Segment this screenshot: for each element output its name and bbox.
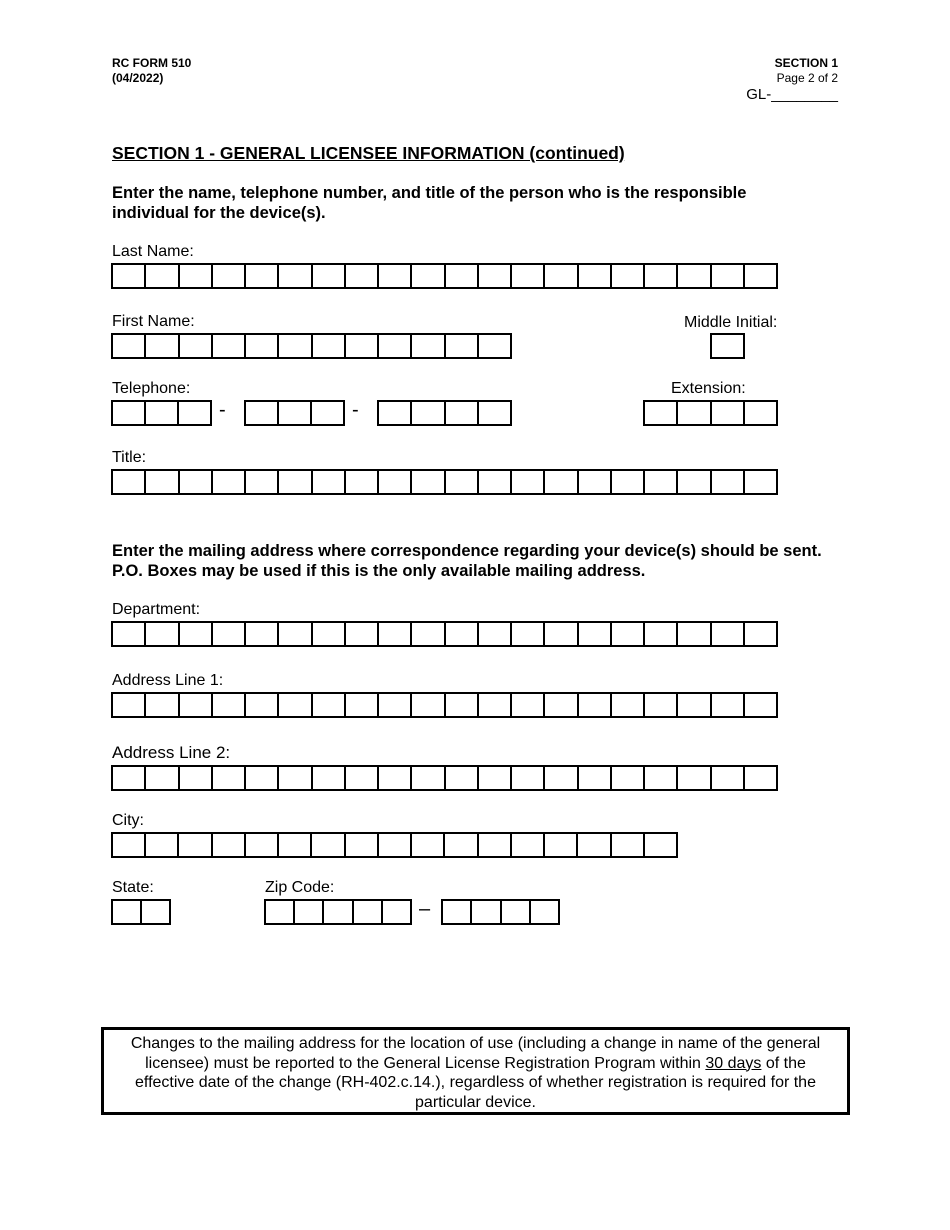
- department-input[interactable]: [111, 621, 778, 647]
- state-input[interactable]: [111, 899, 171, 925]
- character-box[interactable]: [379, 265, 412, 287]
- character-box[interactable]: [146, 335, 179, 357]
- character-box[interactable]: [512, 834, 545, 856]
- state-label: State:: [112, 879, 154, 896]
- character-box[interactable]: [446, 623, 479, 645]
- character-box[interactable]: [678, 402, 711, 424]
- character-box[interactable]: [279, 265, 312, 287]
- character-box[interactable]: [346, 694, 379, 716]
- character-box[interactable]: [579, 265, 612, 287]
- middle-initial-label: Middle Initial:: [684, 314, 778, 331]
- title-label: Title:: [112, 449, 147, 466]
- character-box[interactable]: [712, 623, 745, 645]
- character-box[interactable]: [213, 265, 246, 287]
- character-box[interactable]: [412, 767, 445, 789]
- character-box[interactable]: [645, 471, 678, 493]
- form-date: (04/2022): [112, 71, 164, 85]
- character-box[interactable]: [579, 623, 612, 645]
- character-box[interactable]: [113, 694, 146, 716]
- character-box[interactable]: [445, 834, 478, 856]
- form-id: RC FORM 510: [112, 56, 192, 70]
- zip-separator: –: [419, 898, 431, 920]
- character-box[interactable]: [479, 335, 510, 357]
- notice-text-part1: Changes to the mailing address for the location of use (including a change in name of the general licensee) must be reported to the General License Registration Program within: [130, 1035, 821, 1072]
- character-box[interactable]: [479, 402, 510, 424]
- character-box[interactable]: [612, 471, 645, 493]
- mailing-instructions: Enter the mailing address where correspondence regarding your device(s) should be sent. P.O. Boxes may be used if this is the only available mailing address.: [112, 542, 822, 580]
- character-box[interactable]: [612, 623, 645, 645]
- character-box[interactable]: [645, 694, 678, 716]
- character-box[interactable]: [512, 471, 545, 493]
- character-box[interactable]: [246, 471, 279, 493]
- address-line-2-label: Address Line 2:: [112, 743, 231, 762]
- character-box[interactable]: [246, 402, 279, 424]
- character-box[interactable]: [678, 471, 711, 493]
- character-box[interactable]: [346, 623, 379, 645]
- character-box[interactable]: [295, 901, 324, 923]
- character-box[interactable]: [545, 767, 578, 789]
- character-box[interactable]: [512, 694, 545, 716]
- character-box[interactable]: [479, 265, 512, 287]
- character-box[interactable]: [146, 767, 179, 789]
- character-box[interactable]: [113, 901, 142, 923]
- character-box[interactable]: [246, 265, 279, 287]
- character-box[interactable]: [313, 471, 346, 493]
- character-box[interactable]: [446, 694, 479, 716]
- character-box[interactable]: [113, 471, 146, 493]
- extension-input[interactable]: [643, 400, 778, 426]
- character-box[interactable]: [472, 901, 501, 923]
- character-box[interactable]: [645, 767, 678, 789]
- character-box[interactable]: [246, 694, 279, 716]
- character-box[interactable]: [578, 834, 611, 856]
- character-box[interactable]: [446, 335, 479, 357]
- character-box[interactable]: [213, 471, 246, 493]
- character-box[interactable]: [545, 694, 578, 716]
- character-box[interactable]: [678, 767, 711, 789]
- character-box[interactable]: [179, 834, 212, 856]
- character-box[interactable]: [579, 767, 612, 789]
- character-box[interactable]: [146, 471, 179, 493]
- character-box[interactable]: [279, 834, 312, 856]
- character-box[interactable]: [479, 471, 512, 493]
- address-line-1-label: Address Line 1:: [112, 672, 224, 689]
- character-box[interactable]: [312, 402, 343, 424]
- character-box[interactable]: [113, 623, 146, 645]
- character-box[interactable]: [712, 767, 745, 789]
- page-number: Page 2 of 2: [776, 71, 838, 85]
- character-box[interactable]: [512, 623, 545, 645]
- character-box[interactable]: [113, 767, 146, 789]
- telephone-separator: -: [219, 399, 226, 421]
- character-box[interactable]: [412, 694, 445, 716]
- responsible-instructions: Enter the name, telephone number, and title of the person who is the responsible individual for the device(s).: [112, 184, 747, 222]
- character-box[interactable]: [745, 265, 776, 287]
- character-box[interactable]: [180, 471, 213, 493]
- character-box[interactable]: [213, 767, 246, 789]
- character-box[interactable]: [412, 265, 445, 287]
- character-box[interactable]: [545, 265, 578, 287]
- character-box[interactable]: [446, 767, 479, 789]
- character-box[interactable]: [246, 834, 279, 856]
- character-box[interactable]: [246, 623, 279, 645]
- first-name-label: First Name:: [112, 313, 195, 330]
- character-box[interactable]: [313, 767, 346, 789]
- character-box[interactable]: [383, 901, 410, 923]
- title-input[interactable]: [111, 469, 778, 495]
- character-box[interactable]: [354, 901, 383, 923]
- character-box[interactable]: [612, 265, 645, 287]
- telephone-separator: -: [352, 399, 359, 421]
- character-box[interactable]: [179, 402, 210, 424]
- gl-number: GL-________: [746, 86, 838, 103]
- character-box[interactable]: [213, 834, 246, 856]
- character-box[interactable]: [545, 623, 578, 645]
- character-box[interactable]: [479, 694, 512, 716]
- address-line-1-input[interactable]: [111, 692, 778, 718]
- character-box[interactable]: [379, 623, 412, 645]
- character-box[interactable]: [313, 335, 346, 357]
- character-box[interactable]: [479, 767, 512, 789]
- character-box[interactable]: [512, 767, 545, 789]
- character-box[interactable]: [213, 335, 246, 357]
- character-box[interactable]: [279, 623, 312, 645]
- last-name-input[interactable]: [111, 263, 778, 289]
- character-box[interactable]: [545, 834, 578, 856]
- character-box[interactable]: [346, 834, 379, 856]
- character-box[interactable]: [312, 834, 345, 856]
- city-input[interactable]: [111, 832, 678, 858]
- character-box[interactable]: [180, 335, 213, 357]
- character-box[interactable]: [146, 694, 179, 716]
- character-box[interactable]: [113, 265, 146, 287]
- mailing-address-notice: [101, 1027, 850, 1115]
- character-box[interactable]: [146, 623, 179, 645]
- character-box[interactable]: [213, 623, 246, 645]
- character-box[interactable]: [545, 471, 578, 493]
- character-box[interactable]: [346, 265, 379, 287]
- zip-code-label: Zip Code:: [265, 879, 335, 896]
- zip-plus-four-input[interactable]: [441, 899, 560, 925]
- character-box[interactable]: [712, 335, 743, 357]
- character-box[interactable]: [412, 471, 445, 493]
- character-box[interactable]: [712, 471, 745, 493]
- telephone-line-number-input[interactable]: [377, 400, 512, 426]
- character-box[interactable]: [379, 834, 412, 856]
- character-box[interactable]: [412, 402, 445, 424]
- department-label: Department:: [112, 601, 201, 618]
- character-box[interactable]: [213, 694, 246, 716]
- character-box[interactable]: [146, 265, 179, 287]
- character-box[interactable]: [279, 402, 312, 424]
- character-box[interactable]: [324, 901, 353, 923]
- character-box[interactable]: [645, 402, 678, 424]
- character-box[interactable]: [279, 694, 312, 716]
- telephone-prefix-input[interactable]: [244, 400, 345, 426]
- character-box[interactable]: [180, 767, 213, 789]
- character-box[interactable]: [645, 834, 676, 856]
- character-box[interactable]: [712, 402, 745, 424]
- character-box[interactable]: [745, 471, 776, 493]
- character-box[interactable]: [645, 265, 678, 287]
- telephone-area-code-input[interactable]: [111, 400, 212, 426]
- address-line-2-input[interactable]: [111, 765, 778, 791]
- character-box[interactable]: [479, 834, 512, 856]
- character-box[interactable]: [531, 901, 558, 923]
- character-box[interactable]: [279, 767, 312, 789]
- character-box[interactable]: [279, 471, 312, 493]
- character-box[interactable]: [579, 471, 612, 493]
- character-box[interactable]: [113, 834, 146, 856]
- character-box[interactable]: [612, 694, 645, 716]
- character-box[interactable]: [379, 471, 412, 493]
- section-title: SECTION 1 - GENERAL LICENSEE INFORMATION (continued): [112, 143, 625, 163]
- character-box[interactable]: [645, 623, 678, 645]
- character-box[interactable]: [579, 694, 612, 716]
- character-box[interactable]: [113, 402, 146, 424]
- character-box[interactable]: [279, 335, 312, 357]
- character-box[interactable]: [266, 901, 295, 923]
- telephone-label: Telephone:: [112, 380, 191, 397]
- character-box[interactable]: [346, 471, 379, 493]
- notice-text-part2: of the effective date of the change (RH-402.c.14.), regardless of whether registration is required for the particular device.: [135, 1054, 816, 1111]
- character-box[interactable]: [246, 767, 279, 789]
- character-box[interactable]: [512, 265, 545, 287]
- character-box[interactable]: [313, 694, 346, 716]
- character-box[interactable]: [180, 265, 213, 287]
- character-box[interactable]: [745, 623, 776, 645]
- character-box[interactable]: [612, 767, 645, 789]
- zip-code-input[interactable]: [264, 899, 412, 925]
- middle-initial-input[interactable]: [710, 333, 745, 359]
- character-box[interactable]: [612, 834, 645, 856]
- character-box[interactable]: [745, 767, 776, 789]
- character-box[interactable]: [678, 265, 711, 287]
- first-name-input[interactable]: [111, 333, 512, 359]
- character-box[interactable]: [712, 265, 745, 287]
- character-box[interactable]: [745, 694, 776, 716]
- character-box[interactable]: [346, 335, 379, 357]
- last-name-label: Last Name:: [112, 243, 194, 260]
- character-box[interactable]: [146, 834, 179, 856]
- character-box[interactable]: [446, 265, 479, 287]
- character-box[interactable]: [346, 767, 379, 789]
- character-box[interactable]: [502, 901, 531, 923]
- character-box[interactable]: [379, 767, 412, 789]
- character-box[interactable]: [379, 402, 412, 424]
- character-box[interactable]: [313, 265, 346, 287]
- notice-deadline: 30 days: [705, 1054, 762, 1072]
- character-box[interactable]: [246, 335, 279, 357]
- character-box[interactable]: [146, 402, 179, 424]
- character-box[interactable]: [443, 901, 472, 923]
- character-box[interactable]: [379, 335, 412, 357]
- character-box[interactable]: [678, 694, 711, 716]
- character-box[interactable]: [142, 901, 169, 923]
- character-box[interactable]: [446, 471, 479, 493]
- city-label: City:: [112, 812, 144, 829]
- character-box[interactable]: [113, 335, 146, 357]
- character-box[interactable]: [379, 694, 412, 716]
- section-label: SECTION 1: [774, 56, 838, 70]
- character-box[interactable]: [180, 694, 213, 716]
- character-box[interactable]: [446, 402, 479, 424]
- character-box[interactable]: [678, 623, 711, 645]
- extension-label: Extension:: [671, 380, 746, 397]
- character-box[interactable]: [180, 623, 213, 645]
- character-box[interactable]: [479, 623, 512, 645]
- character-box[interactable]: [412, 335, 445, 357]
- character-box[interactable]: [745, 402, 776, 424]
- character-box[interactable]: [313, 623, 346, 645]
- character-box[interactable]: [412, 623, 445, 645]
- character-box[interactable]: [412, 834, 445, 856]
- character-box[interactable]: [712, 694, 745, 716]
